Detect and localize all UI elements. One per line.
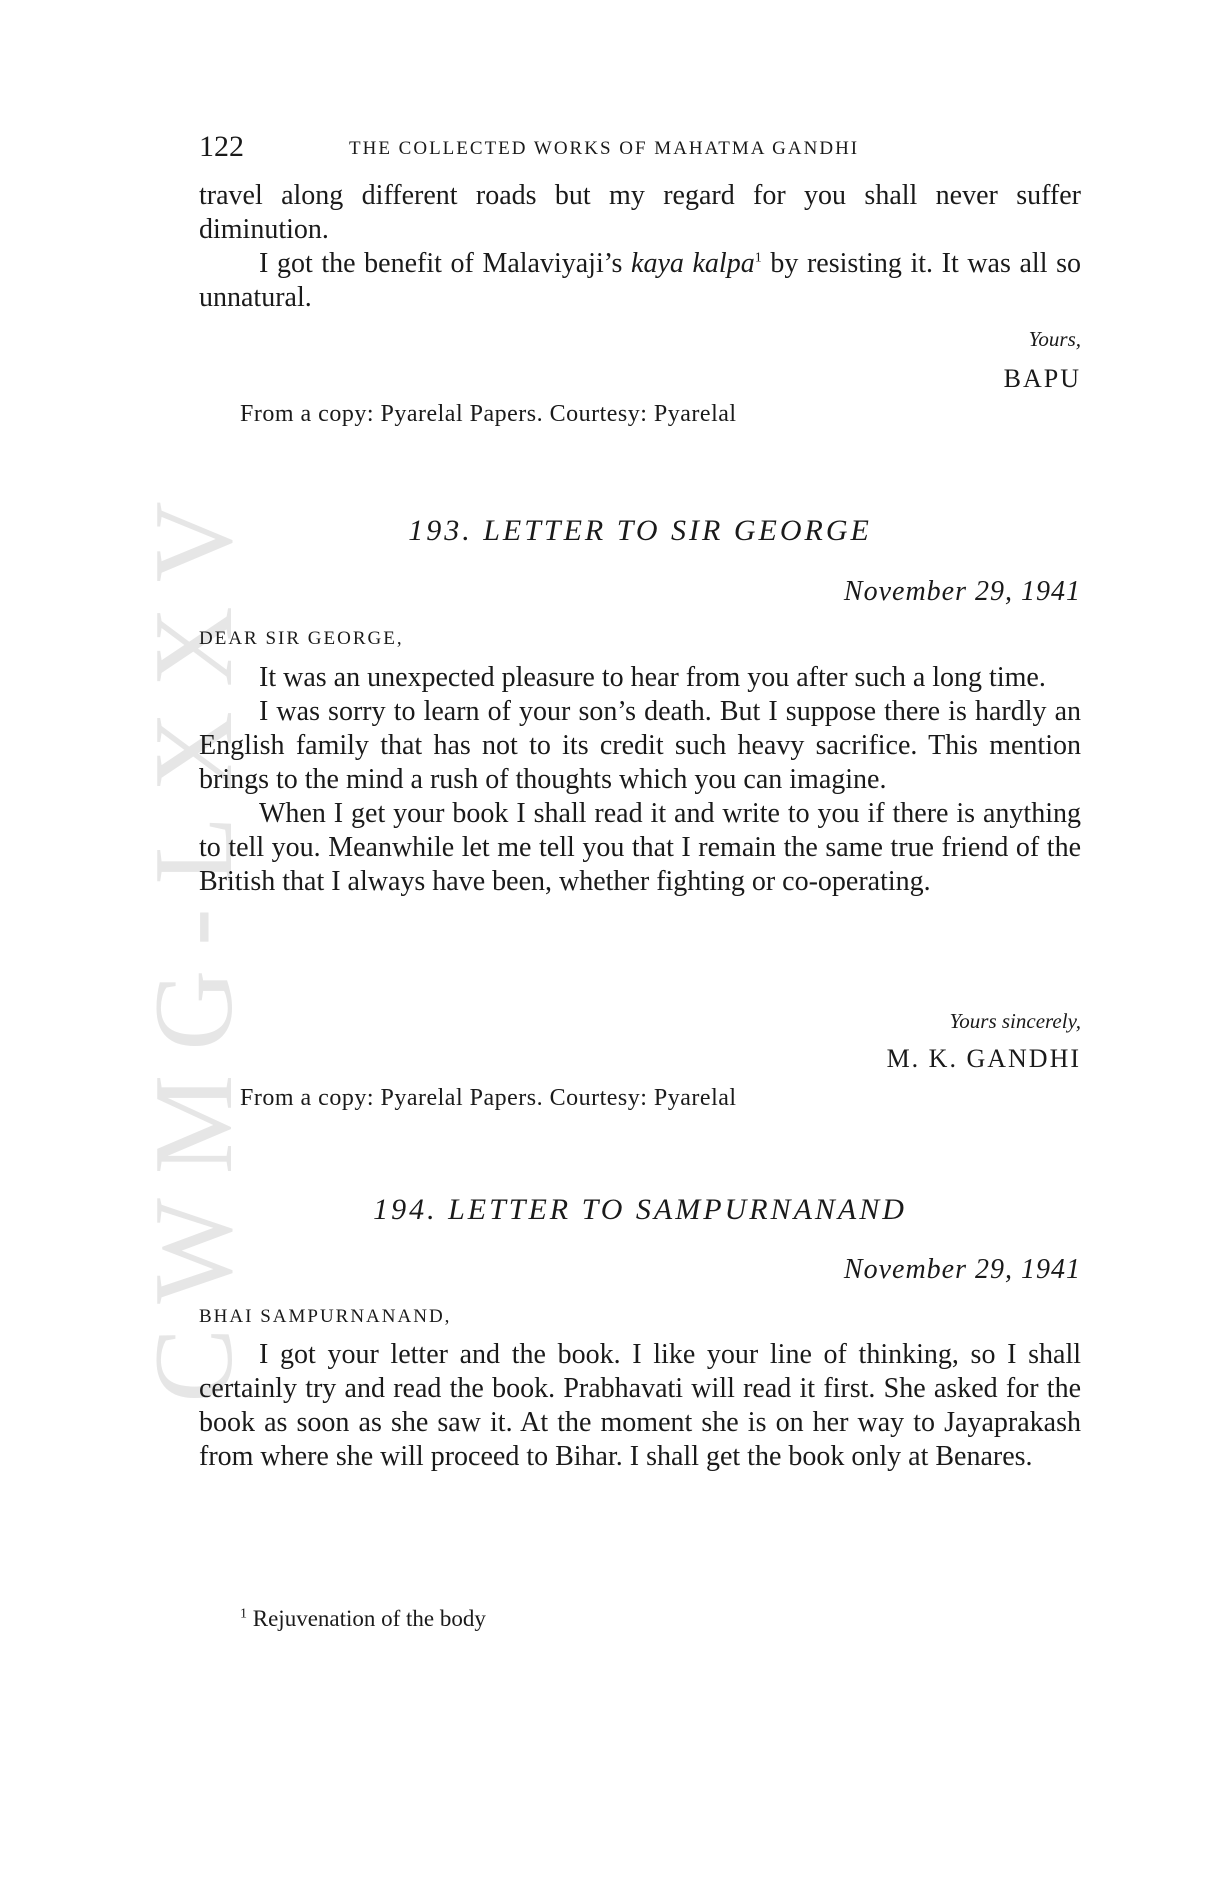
letter-body	[199, 661, 1081, 899]
page-number: 122	[199, 130, 244, 163]
footnote-marker: 1	[240, 1606, 247, 1622]
paragraph: I got your letter and the book. I like your line of thinking, so I shall certainly try and read the book. Prabhavati will read it first. She asked for the book as soon as she saw it. At the moment she is on her way to Jayaprakash from where she will proceed to Bihar. I shall get the book only at Benares.	[199, 1339, 1081, 1472]
paragraph: It was an unexpected pleasure to hear from you after such a long time.	[259, 662, 1046, 693]
paragraph: travel along different roads but my regard for you shall never suffer diminution.	[199, 180, 1081, 245]
page-header	[199, 130, 1081, 170]
paragraph: When I get your book I shall read it and write to you if there is anything to tell you. Meanwhile let me tell you that I remain the same true friend of the British that I always have been, whether fighting or co-operating.	[199, 798, 1081, 897]
closing-phrase: Yours sincerely,	[949, 1009, 1081, 1033]
paragraph: I was sorry to learn of your son’s death. But I suppose there is hardly an English family that has not to its credit such heavy sacrifice. This mention brings to the mind a rush of thoughts which you can imagine.	[199, 696, 1081, 795]
letter-body	[199, 1338, 1081, 1474]
footnote-reference: 1	[754, 250, 762, 266]
salutation: DEAR SIR GEORGE,	[199, 628, 404, 649]
source-note: From a copy: Pyarelal Papers. Courtesy: Pyarelal	[240, 401, 737, 427]
letter-date: November 29, 1941	[843, 1254, 1081, 1285]
salutation: BHAI SAMPURNANAND,	[199, 1306, 452, 1327]
letter-heading: 194. LETTER TO SAMPURNANAND	[373, 1193, 907, 1226]
paragraph: I got the benefit of Malaviyaji’s kaya kalpa$^1$ by resisting it. It was all so unnatural.	[199, 248, 1081, 313]
closing	[199, 322, 1081, 396]
running-head: THE COLLECTED WORKS OF MAHATMA GANDHI	[349, 138, 860, 159]
closing-phrase: Yours,	[1028, 327, 1081, 351]
signature: BAPU	[1003, 364, 1081, 393]
letter-heading: 193. LETTER TO SIR GEORGE	[408, 514, 872, 547]
italic-term: kaya kalpa	[631, 248, 755, 279]
footnote: $^1$ Rejuvenation of the body	[240, 1606, 486, 1631]
signature: M. K. GANDHI	[886, 1044, 1081, 1073]
previous-letter-text	[199, 179, 1081, 315]
letter-date: November 29, 1941	[843, 576, 1081, 607]
closing	[199, 1004, 1081, 1076]
source-note: From a copy: Pyarelal Papers. Courtesy: Pyarelal	[240, 1085, 737, 1111]
watermark: CWMG-LXXV	[132, 477, 256, 1403]
